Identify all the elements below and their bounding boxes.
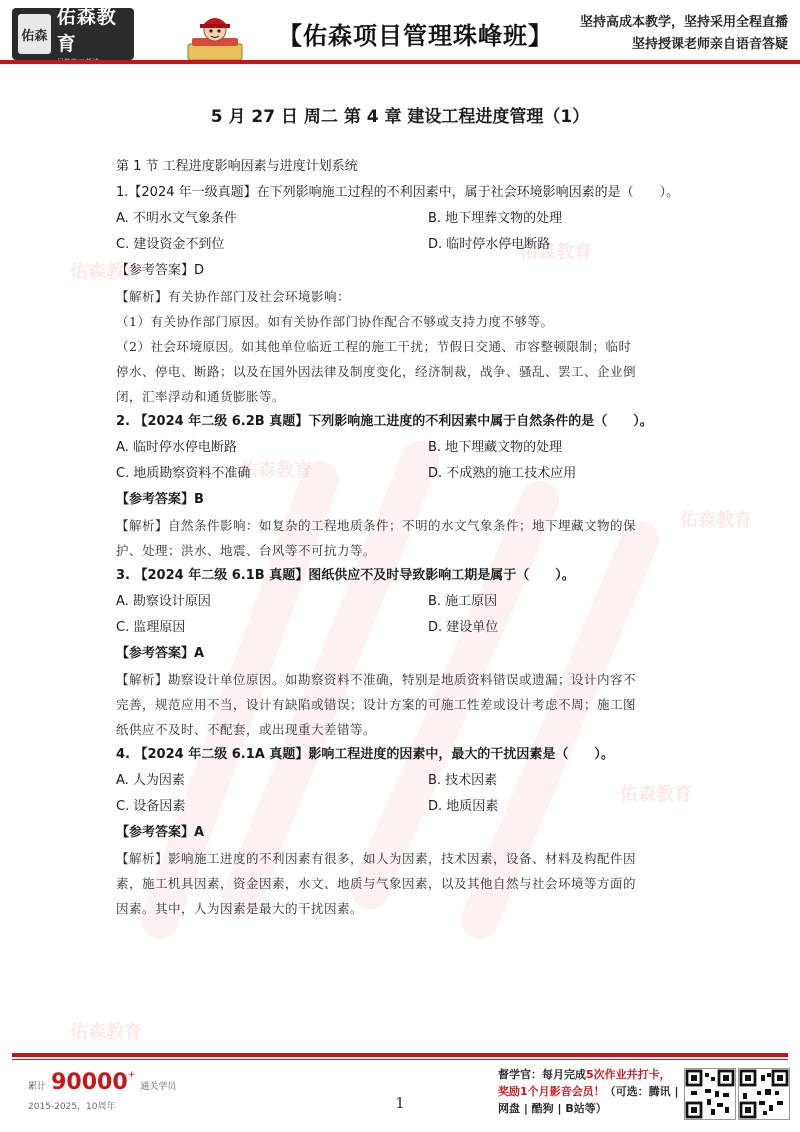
answer: 【参考答案】D <box>116 263 205 278</box>
mascot-icon <box>184 8 246 62</box>
answer: 【参考答案】B <box>116 492 204 507</box>
header-slogans <box>580 12 788 56</box>
question-stem: 1.【2024 年一级真题】在下列影响施工过程的不利因素中，属于社会环境影响因素的是（ ）。 <box>116 185 680 200</box>
qr-code-icon <box>684 1068 736 1120</box>
option-c: C. 地质勘察资料不准确 <box>116 466 251 481</box>
stats-suffix: 通关学员 <box>140 1082 177 1092</box>
watermark: 佑森教育 <box>620 784 692 805</box>
option-a: A. 人为因素 <box>116 773 185 788</box>
option-b: B. 施工原因 <box>428 594 498 609</box>
option-a: A. 不明水文气象条件 <box>116 211 237 226</box>
option-c: C. 监理原因 <box>116 620 186 635</box>
option-c: C. 建设资金不到位 <box>116 237 225 252</box>
logo-name: 佑森教育 <box>56 5 117 55</box>
page-header <box>12 6 788 64</box>
option-row <box>116 206 696 232</box>
watermark: 佑森教育 <box>680 510 752 531</box>
option-row <box>116 232 696 258</box>
section-title: 第 1 节 工程进度影响因素与进度计划系统 <box>116 159 358 174</box>
option-d: D. 地质因素 <box>428 799 499 814</box>
option-d: D. 建设单位 <box>428 620 499 635</box>
analysis-line: 停水、停电、断路；以及在国外因法律及制度变化，经济制裁，战争、骚乱、罢工、企业倒 <box>116 364 637 379</box>
analysis-line: 素，施工机具因素，资金因素，水文、地质与气象因素，以及其他自然与社会环境等方面的 <box>116 876 637 891</box>
option-b: B. 地下埋藏文物的处理 <box>428 440 563 455</box>
option-c: C. 设备因素 <box>116 799 186 814</box>
analysis-line: 纸供应不及时、不配套，或出现重大差错等。 <box>116 722 377 737</box>
analysis <box>116 513 696 563</box>
promo-line-1: 督学官：每月完成 <box>498 1068 586 1081</box>
watermark: 佑森教育 <box>520 242 592 263</box>
analysis <box>116 846 696 921</box>
option-b: B. 技术因素 <box>428 773 498 788</box>
option-row <box>116 615 696 641</box>
analysis-line: （1）有关协作部门原因。如有关协作部门协作配合不够或支持力度不够等。 <box>116 314 554 329</box>
analysis-line: 闭，汇率浮动和通货膨胀等。 <box>116 389 286 404</box>
promo-line-3: 网盘 | 酷狗 | B站等） <box>498 1102 607 1115</box>
option-row <box>116 461 696 487</box>
promo-highlight-2: 奖励1个月影音会员！ <box>498 1085 605 1098</box>
slogan-line-1: 坚持高成本教学，坚持采用全程直播 <box>579 15 788 30</box>
stats-prefix: 累计 <box>28 1082 47 1092</box>
analysis-line: 完善，规范应用不当，设计有缺陷或错误；设计方案的可施工性差或设计考虑不周；施工图 <box>116 697 637 712</box>
watermark: 佑森教育 <box>70 1022 142 1043</box>
anniversary-years: 2015-2025，10周年 <box>28 1102 116 1112</box>
analysis-line: 【解析】有关协作部门及社会环境影响： <box>116 289 351 304</box>
answer: 【参考答案】A <box>116 825 205 840</box>
option-row <box>116 794 696 820</box>
analysis-line: 因素。其中，人为因素是最大的干扰因素。 <box>116 901 364 916</box>
option-a: A. 临时停水停电断路 <box>116 440 237 455</box>
brand-logo <box>12 5 134 60</box>
option-d: D. 不成熟的施工技术应用 <box>428 466 577 481</box>
footer-divider-thin <box>12 1059 788 1060</box>
promo-text <box>498 1066 684 1117</box>
analysis-line: 【解析】勘察设计单位原因。如勘察资料不准确，特别是地质资料错误或遗漏；设计内容不 <box>116 672 637 687</box>
page-number: 1 <box>395 1094 405 1112</box>
question-stem: 2. 【2024 年二级 6.2B 真题】下列影响施工进度的不利因素中属于自然条件的是（ ）。 <box>116 414 653 429</box>
watermark: 佑森教育 <box>240 460 312 481</box>
option-b: B. 地下埋葬文物的处理 <box>428 211 563 226</box>
analysis-line: （2）社会环境原因。如其他单位临近工程的施工干扰；节假日交通、市容整顿限制；临时 <box>116 339 632 354</box>
stats-plus: + <box>127 1070 136 1080</box>
question-stem: 4. 【2024 年二级 6.1A 真题】影响工程进度的因素中，最大的干扰因素是（ ）。 <box>116 747 614 762</box>
option-d: D. 临时停水停电断路 <box>428 237 551 252</box>
footer-divider <box>12 1053 788 1057</box>
answer: 【参考答案】A <box>116 646 205 661</box>
qr-code-icon <box>738 1068 790 1120</box>
question-stem: 3. 【2024 年二级 6.1B 真题】图纸供应不及时导致影响工期是属于（ ）。 <box>116 568 575 583</box>
watermark: 佑森教育 <box>70 262 142 283</box>
option-row <box>116 435 696 461</box>
option-a: A. 勘察设计原因 <box>116 594 211 609</box>
analysis <box>116 284 696 409</box>
banner-title: 【佑森项目管理珠峰班】 <box>278 22 553 50</box>
page-title: 5 月 27 日 周二 第 4 章 建设工程进度管理（1） <box>210 107 590 127</box>
logo-seal: 佑森 <box>18 14 51 54</box>
question-list <box>116 154 696 921</box>
stats-number: 90000 <box>51 1070 128 1095</box>
option-row <box>116 768 696 794</box>
analysis-line: 【解析】自然条件影响：如复杂的工程地质条件；不明的水文气象条件；地下埋藏文物的保 <box>116 518 637 533</box>
slogan-line-2: 坚持授课老师亲自语音答疑 <box>631 37 788 52</box>
header-divider <box>0 60 800 64</box>
analysis <box>116 667 696 742</box>
analysis-line: 【解析】影响施工进度的不利因素有很多，如人为因素，技术因素，设备、材料及构配件因 <box>116 851 637 866</box>
promo-highlight-1: 5次作业并打卡， <box>586 1068 671 1081</box>
analysis-line: 护、处理；洪水、地震、台风等不可抗力等。 <box>116 543 377 558</box>
option-row <box>116 589 696 615</box>
promo-line-2: （可选：腾讯 | <box>604 1085 679 1098</box>
